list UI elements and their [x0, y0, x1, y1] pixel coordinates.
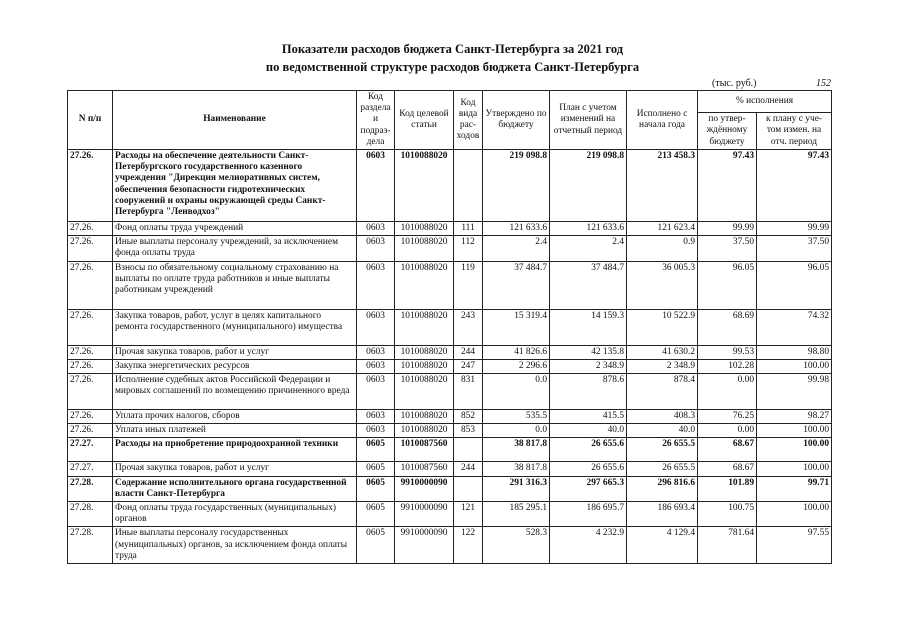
row-plan-value: 219 098.8	[550, 150, 627, 222]
row-plan-value: 121 633.6	[550, 222, 627, 236]
row-approved-value: 15 319.4	[483, 309, 550, 345]
row-plan-value: 186 695.7	[550, 502, 627, 527]
table-row	[68, 502, 832, 527]
header-approved: Утверждено по бюджету	[483, 91, 550, 150]
row-plan-value: 26 655.6	[550, 438, 627, 462]
row-pct-plan: 100.00	[757, 424, 832, 438]
row-name-cell: Закупка товаров, работ, услуг в целях капитального ремонта государственного (муниципального) имущества	[113, 309, 357, 345]
row-num-cell: 27.26.	[68, 345, 113, 359]
row-executed-value: 26 655.5	[627, 438, 698, 462]
row-section-code: 0603	[357, 345, 395, 359]
row-approved-value: 0.0	[483, 424, 550, 438]
row-pct-plan: 98.80	[757, 345, 832, 359]
row-approved-value: 2.4	[483, 236, 550, 261]
row-num-cell: 27.28.	[68, 476, 113, 501]
row-pct-plan: 100.00	[757, 438, 832, 462]
row-pct-plan: 100.00	[757, 359, 832, 373]
row-executed-value: 0.9	[627, 236, 698, 261]
row-expense-type-code: 112	[454, 236, 483, 261]
row-section-code: 0603	[357, 150, 395, 222]
row-approved-value: 121 633.6	[483, 222, 550, 236]
table-row	[68, 424, 832, 438]
row-target-code: 1010088020	[395, 345, 454, 359]
row-approved-value: 38 817.8	[483, 462, 550, 476]
row-pct-approved: 37.50	[698, 236, 757, 261]
row-num-cell: 27.27.	[68, 462, 113, 476]
row-pct-approved: 0.00	[698, 424, 757, 438]
row-executed-value: 121 623.4	[627, 222, 698, 236]
row-approved-value: 219 098.8	[483, 150, 550, 222]
row-plan-value: 2 348.9	[550, 359, 627, 373]
row-target-code: 1010087560	[395, 438, 454, 462]
row-executed-value: 296 816.6	[627, 476, 698, 501]
row-expense-type-code: 243	[454, 309, 483, 345]
row-expense-type-code: 121	[454, 502, 483, 527]
row-name-cell: Уплата иных платежей	[113, 424, 357, 438]
row-name-cell: Прочая закупка товаров, работ и услуг	[113, 345, 357, 359]
row-pct-plan: 97.43	[757, 150, 832, 222]
row-executed-value: 41 630.2	[627, 345, 698, 359]
header-pct-approved: по утвер-ждённому бюджету	[698, 113, 757, 150]
row-expense-type-code	[454, 438, 483, 462]
header-num: N п/п	[68, 91, 113, 150]
row-pct-plan: 99.99	[757, 222, 832, 236]
document-title-line-2: по ведомственной структуре расходов бюджета Санкт-Петербурга	[265, 60, 640, 74]
table-row	[68, 309, 832, 345]
row-plan-value: 2.4	[550, 236, 627, 261]
row-expense-type-code: 119	[454, 261, 483, 309]
row-num-cell: 27.26.	[68, 150, 113, 222]
table-row	[68, 410, 832, 424]
row-plan-value: 42 135.8	[550, 345, 627, 359]
table-header	[68, 91, 832, 150]
row-approved-value: 2 296.6	[483, 359, 550, 373]
table-row	[68, 359, 832, 373]
row-plan-value: 37 484.7	[550, 261, 627, 309]
row-name-cell: Фонд оплаты труда государственных (муниципальных) органов	[113, 502, 357, 527]
document-title-line-1: Показатели расходов бюджета Санкт-Петербурга за 2021 год	[281, 42, 624, 56]
row-approved-value: 535.5	[483, 410, 550, 424]
row-pct-approved: 96.05	[698, 261, 757, 309]
row-executed-value: 26 655.5	[627, 462, 698, 476]
row-name-cell: Прочая закупка товаров, работ и услуг	[113, 462, 357, 476]
header-name: Наименование	[113, 91, 357, 150]
row-section-code: 0603	[357, 261, 395, 309]
table-row	[68, 236, 832, 261]
row-expense-type-code: 853	[454, 424, 483, 438]
row-target-code: 1010088020	[395, 410, 454, 424]
header-plan: План с учетом изменений на отчетный период	[550, 91, 627, 150]
table-row	[68, 345, 832, 359]
table-body	[68, 150, 832, 564]
row-pct-approved: 99.99	[698, 222, 757, 236]
row-expense-type-code: 244	[454, 462, 483, 476]
header-pct-plan: к плану с уче-том измен. на отч. период	[757, 113, 832, 150]
row-executed-value: 408.3	[627, 410, 698, 424]
row-plan-value: 26 655.6	[550, 462, 627, 476]
row-executed-value: 213 458.3	[627, 150, 698, 222]
row-target-code: 1010088020	[395, 374, 454, 410]
row-pct-approved: 100.75	[698, 502, 757, 527]
row-target-code: 1010088020	[395, 261, 454, 309]
row-name-cell: Исполнение судебных актов Российской Федерации и мировых соглашений по возмещению причиненного вреда	[113, 374, 357, 410]
row-approved-value: 185 295.1	[483, 502, 550, 527]
row-target-code: 1010088020	[395, 424, 454, 438]
row-pct-plan: 96.05	[757, 261, 832, 309]
expenditure-table	[67, 90, 832, 564]
row-expense-type-code: 111	[454, 222, 483, 236]
row-expense-type-code	[454, 476, 483, 501]
header-target-code: Код целевой статьи	[395, 91, 454, 150]
table-row	[68, 476, 832, 501]
row-pct-approved: 76.25	[698, 410, 757, 424]
row-pct-approved: 97.43	[698, 150, 757, 222]
row-pct-approved: 68.67	[698, 462, 757, 476]
row-name-cell: Взносы по обязательному социальному страхованию на выплаты по оплате труда работников и иные выплаты работникам учреждений	[113, 261, 357, 309]
table-row	[68, 222, 832, 236]
row-name-cell: Расходы на обеспечение деятельности Санкт-Петербургского государственного казенного учреждения "Дирекция мелиоративных систем, обеспечения безопасности гидротехнических сооружений и охраны окружающей среды Санкт-Петербурга "Ленводхоз"	[113, 150, 357, 222]
row-approved-value: 38 817.8	[483, 438, 550, 462]
row-expense-type-code: 244	[454, 345, 483, 359]
row-num-cell: 27.27.	[68, 438, 113, 462]
row-target-code: 1010087560	[395, 462, 454, 476]
row-expense-type-code	[454, 150, 483, 222]
row-num-cell: 27.26.	[68, 359, 113, 373]
row-plan-value: 4 232.9	[550, 527, 627, 564]
row-pct-plan: 99.98	[757, 374, 832, 410]
row-pct-plan: 98.27	[757, 410, 832, 424]
row-name-cell: Иные выплаты персоналу государственных (муниципальных) органов, за исключением фонда оплаты труда	[113, 527, 357, 564]
row-name-cell: Закупка энергетических ресурсов	[113, 359, 357, 373]
row-pct-plan: 97.55	[757, 527, 832, 564]
table-row	[68, 527, 832, 564]
row-section-code: 0605	[357, 438, 395, 462]
row-expense-type-code: 247	[454, 359, 483, 373]
row-section-code: 0603	[357, 222, 395, 236]
row-executed-value: 36 005.3	[627, 261, 698, 309]
row-target-code: 9910000090	[395, 527, 454, 564]
table-row	[68, 261, 832, 309]
row-pct-approved: 0.00	[698, 374, 757, 410]
row-pct-plan: 37.50	[757, 236, 832, 261]
row-pct-plan: 74.32	[757, 309, 832, 345]
row-section-code: 0603	[357, 236, 395, 261]
header-executed: Исполнено с начала года	[627, 91, 698, 150]
row-plan-value: 40.0	[550, 424, 627, 438]
row-executed-value: 2 348.9	[627, 359, 698, 373]
table-row	[68, 374, 832, 410]
row-name-cell: Расходы на приобретение природоохранной техники	[113, 438, 357, 462]
row-target-code: 9910000090	[395, 502, 454, 527]
row-section-code: 0605	[357, 502, 395, 527]
row-num-cell: 27.26.	[68, 222, 113, 236]
page-number: 152	[816, 78, 831, 89]
header-expense-type-code: Код вида рас-ходов	[454, 91, 483, 150]
row-section-code: 0605	[357, 527, 395, 564]
row-section-code: 0603	[357, 410, 395, 424]
row-num-cell: 27.26.	[68, 410, 113, 424]
row-plan-value: 878.6	[550, 374, 627, 410]
row-target-code: 1010088020	[395, 150, 454, 222]
row-pct-plan: 99.71	[757, 476, 832, 501]
row-section-code: 0603	[357, 374, 395, 410]
row-approved-value: 0.0	[483, 374, 550, 410]
row-pct-plan: 100.00	[757, 462, 832, 476]
row-expense-type-code: 852	[454, 410, 483, 424]
row-pct-approved: 68.69	[698, 309, 757, 345]
table-row	[68, 150, 832, 222]
row-section-code: 0605	[357, 476, 395, 501]
row-executed-value: 878.4	[627, 374, 698, 410]
row-name-cell: Фонд оплаты труда учреждений	[113, 222, 357, 236]
row-name-cell: Содержание исполнительного органа государственной власти Санкт-Петербурга	[113, 476, 357, 501]
row-approved-value: 291 316.3	[483, 476, 550, 501]
row-num-cell: 27.28.	[68, 502, 113, 527]
units-label: (тыс. руб.)	[712, 78, 757, 89]
row-num-cell: 27.26.	[68, 261, 113, 309]
row-pct-plan: 100.00	[757, 502, 832, 527]
row-num-cell: 27.26.	[68, 309, 113, 345]
row-num-cell: 27.28.	[68, 527, 113, 564]
row-target-code: 1010088020	[395, 236, 454, 261]
header-section-code: Код раздела и подраз-дела	[357, 91, 395, 150]
table-row	[68, 462, 832, 476]
row-pct-approved: 101.89	[698, 476, 757, 501]
row-section-code: 0605	[357, 462, 395, 476]
row-section-code: 0603	[357, 359, 395, 373]
row-num-cell: 27.26.	[68, 236, 113, 261]
row-num-cell: 27.26.	[68, 424, 113, 438]
row-expense-type-code: 831	[454, 374, 483, 410]
row-num-cell: 27.26.	[68, 374, 113, 410]
row-plan-value: 297 665.3	[550, 476, 627, 501]
row-approved-value: 528.3	[483, 527, 550, 564]
row-approved-value: 41 826.6	[483, 345, 550, 359]
row-executed-value: 40.0	[627, 424, 698, 438]
row-name-cell: Иные выплаты персоналу учреждений, за исключением фонда оплаты труда	[113, 236, 357, 261]
table-row	[68, 438, 832, 462]
row-plan-value: 415.5	[550, 410, 627, 424]
row-pct-approved: 781.64	[698, 527, 757, 564]
row-executed-value: 10 522.9	[627, 309, 698, 345]
header-percent-group: % исполнения	[698, 91, 832, 113]
row-pct-approved: 68.67	[698, 438, 757, 462]
row-approved-value: 37 484.7	[483, 261, 550, 309]
row-pct-approved: 102.28	[698, 359, 757, 373]
row-section-code: 0603	[357, 424, 395, 438]
row-plan-value: 14 159.3	[550, 309, 627, 345]
row-target-code: 9910000090	[395, 476, 454, 501]
row-executed-value: 186 693.4	[627, 502, 698, 527]
row-target-code: 1010088020	[395, 222, 454, 236]
row-executed-value: 4 129.4	[627, 527, 698, 564]
row-section-code: 0603	[357, 309, 395, 345]
row-target-code: 1010088020	[395, 309, 454, 345]
row-expense-type-code: 122	[454, 527, 483, 564]
row-pct-approved: 99.53	[698, 345, 757, 359]
row-target-code: 1010088020	[395, 359, 454, 373]
row-name-cell: Уплата прочих налогов, сборов	[113, 410, 357, 424]
